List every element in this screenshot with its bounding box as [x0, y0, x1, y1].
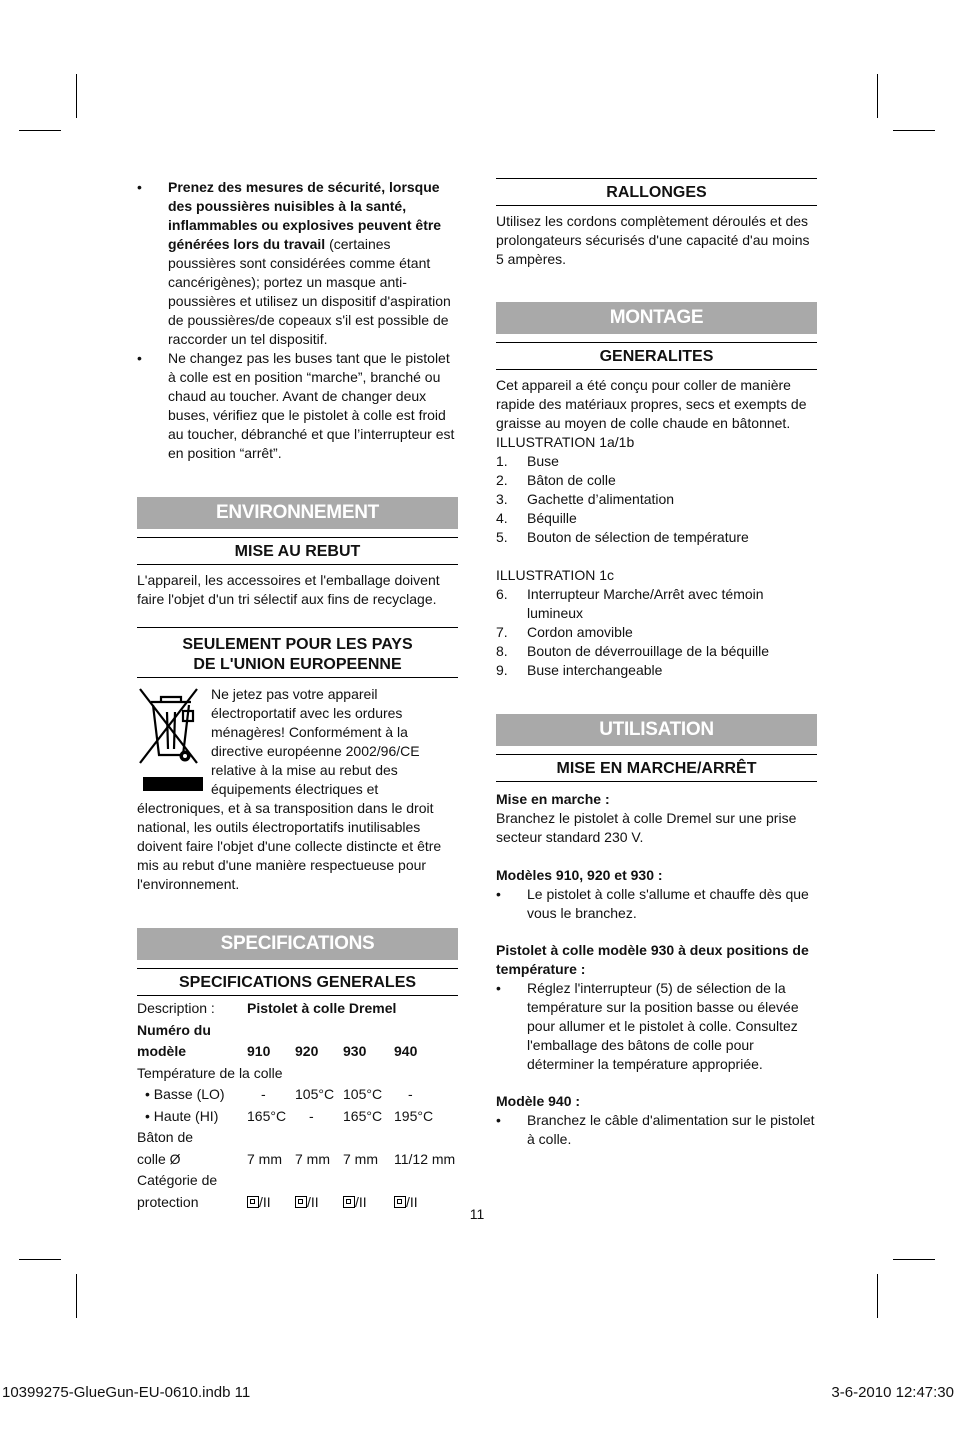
ue-block [137, 685, 458, 894]
subheading-mise-au-rebut: MISE AU REBUT [137, 537, 458, 565]
paragraph-mise-en-marche: Branchez le pistolet à colle Dremel sur une prise secteur standard 230 V. [496, 810, 797, 845]
crop-mark [19, 130, 61, 131]
safety-bullet: • Ne changez pas les buses tant que le pistolet à colle est en position “marche”, branché ou chaud au toucher. Avant de changer deux buses, vérifiez que le pistolet à colle est froid au toucher, débranché et que l’interrupteur est en position “arrêt”. [137, 350, 455, 461]
safety-bullet-text: (certaines poussières sont considérées comme étant cancérigènes); portez un masque anti-poussières et utilisez un dispositif d'aspiration de poussières/de copeaux s'il est possible de raccorder un tel dispositif. [168, 236, 451, 347]
footer-timestamp: 3-6-2010 12:47:30 [831, 1384, 954, 1401]
parts-list-1 [496, 452, 817, 547]
list-item: 6. Interrupteur Marche/Arrêt avec témoin lumineux [496, 586, 764, 621]
label-modeles-910-920-930: Modèles 910, 920 et 930 : [496, 867, 663, 883]
subheading-rallonges: RALLONGES [496, 178, 817, 206]
crop-mark [893, 1259, 935, 1260]
list-item: 8. Bouton de déverrouillage de la béquille [496, 643, 770, 659]
list-item: 1. Buse [496, 453, 559, 469]
table-row: Bâton de [137, 1129, 194, 1145]
illustration-label: ILLUSTRATION 1a/1b [496, 434, 635, 450]
crop-mark [877, 74, 878, 118]
subheading-mise-en-marche-arret: MISE EN MARCHE/ARRÊT [496, 754, 817, 782]
crop-mark [19, 1259, 61, 1260]
table-row: protection /II /II /II /II [137, 1193, 418, 1210]
weee-bin-icon [137, 685, 205, 793]
paragraph-generalites: Cet appareil a été conçu pour coller de manière rapide des matériaux propres, secs et exempts de graisse au moyen de colle chaude en bâtonnet. [496, 377, 807, 431]
table-row: Catégorie de [137, 1172, 218, 1188]
subheading-specifications-generales: SPECIFICATIONS GENERALES [137, 968, 458, 996]
safety-bullet: • Prenez des mesures de sécurité, lorsque des poussières nuisibles à la santé, inflammables ou explosives peuvent être générées lors du travail (certaines poussières sont considérées comme étant cancérigènes); portez un masque anti-poussières et utilisez un dispositif d'aspiration de poussières/de copeaux s'il est possible de raccorder un tel dispositif. [137, 179, 451, 347]
table-row: • Basse (LO) - 105°C 105°C - [145, 1086, 413, 1102]
paragraph-ue: Ne jetez pas votre appareil électroportatif avec les ordures ménagères! Conformément à la directive européenne 2002/96/CE relative à la mise au rebut des équipements électriques et électroniques, et à sa transposition dans le droit national, les outils électroportatifs inutilisables doivent faire l'objet d'une collecte distincte et être mis au rebut d'une manière respectueuse pour l'environnement. [137, 686, 442, 892]
table-row: colle Ø 7 mm 7 mm 7 mm 11/12 mm [137, 1150, 456, 1167]
illustration-label: ILLUSTRATION 1c [496, 567, 614, 583]
section-band-utilisation: UTILISATION [496, 714, 817, 746]
list-item: 9. Buse interchangeable [496, 662, 663, 678]
page-number: 11 [469, 1206, 485, 1222]
list-item: 3. Gachette d’alimentation [496, 491, 675, 507]
list-item: 5. Bouton de sélection de température [496, 529, 749, 545]
section-band-montage: MONTAGE [496, 302, 817, 334]
list-item: • Branchez le câble d'alimentation sur le pistolet à colle. [496, 1112, 815, 1147]
table-row: Description : Pistolet à colle Dremel [137, 1000, 397, 1016]
table-row: • Haute (HI) 165°C - 165°C 195°C [145, 1107, 434, 1124]
list-item: 7. Cordon amovible [496, 624, 633, 640]
crop-mark [76, 1274, 77, 1318]
list-item: • Réglez l'interrupteur (5) de sélection de la température sur la position basse ou élevée pour allumer et le pistolet à colle. Consultez l'emballage des bâtons de colle pour déterminer la température appropriée. [496, 980, 799, 1072]
section-band-environnement: ENVIRONNEMENT [137, 497, 458, 529]
subheading-generalites: GENERALITES [496, 342, 817, 370]
list-item: 4. Béquille [496, 510, 577, 526]
parts-list-2 [496, 585, 817, 680]
table-row: modèle 910 920 930 940 [137, 1043, 418, 1059]
safety-bullet-bold: Prenez des mesures de sécurité, lorsque des poussières nuisibles à la santé, inflammables ou explosives peuvent être générées lors du travail [168, 179, 442, 252]
paragraph-mise-au-rebut: L'appareil, les accessoires et l'emballage doivent faire l'objet d'un tri sélectif aux fins de recyclage. [137, 572, 440, 607]
subheading-union-europeenne: SEULEMENT POUR LES PAYS DE L'UNION EUROPEENNE [137, 627, 458, 678]
section-band-specifications: SPECIFICATIONS [137, 928, 458, 960]
footer-filename: 10399275-GlueGun-EU-0610.indb 11 [2, 1384, 251, 1401]
safety-bullet-text: Ne changez pas les buses tant que le pistolet à colle est en position “marche”, branché ou chaud au toucher. Avant de changer deux buses, vérifiez que le pistolet à colle est froid au toucher, débranché et que l’interrupteur est en position “arrêt”. [168, 350, 455, 461]
table-row: Température de la colle [137, 1064, 283, 1081]
label-mise-en-marche: Mise en marche : [496, 791, 610, 807]
left-column [137, 178, 458, 1213]
specifications-table [137, 998, 458, 1213]
paragraph-rallonges: Utilisez les cordons complètement déroulés et des prolongateurs sécurisés d'une capacité d'au moins 5 ampères. [496, 213, 810, 267]
right-column [496, 178, 817, 1149]
crop-mark [76, 74, 77, 118]
table-row: Numéro du [137, 1021, 211, 1038]
label-modele-930: Pistolet à colle modèle 930 à deux positions de température : [496, 942, 809, 977]
crop-mark [893, 130, 935, 131]
list-item: 2. Bâton de colle [496, 472, 616, 488]
list-item: • Le pistolet à colle s'allume et chauffe dès que vous le branchez. [496, 886, 809, 921]
crop-mark [877, 1274, 878, 1318]
label-modele-940: Modèle 940 : [496, 1093, 581, 1109]
